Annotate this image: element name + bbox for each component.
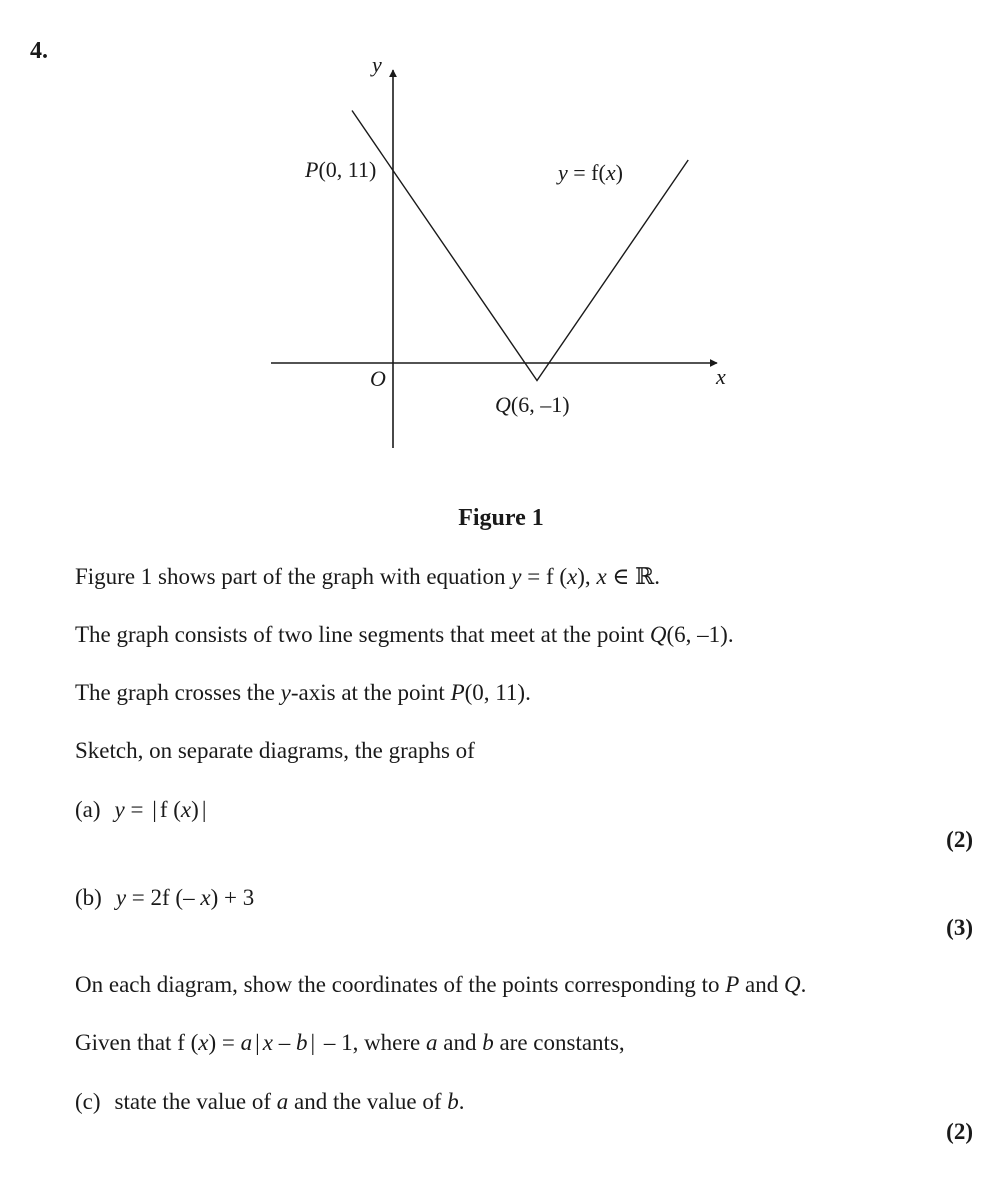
curve-line (352, 111, 688, 381)
point-p-label: P(0, 11) (305, 157, 377, 182)
part-a: (a) y = | f (x) | (75, 797, 207, 822)
curve-label: y = f(x) (558, 160, 623, 185)
part-c-marks: (2) (946, 1119, 973, 1144)
question-number: 4. (30, 38, 48, 64)
figure-graph (0, 0, 996, 500)
consists-text: The graph consists of two line segments that meet at the point Q(6, –1). (75, 622, 734, 647)
given-text: Given that f (x) = a | x – b | – 1, where a and b are constants, (75, 1030, 625, 1055)
part-c: (c) state the value of a and the value of b. (75, 1089, 465, 1114)
intro-text: Figure 1 shows part of the graph with equation y = f (x), x ∈ ℝ. (75, 564, 661, 589)
part-b-marks: (3) (946, 915, 973, 940)
x-axis-label: x (716, 364, 726, 389)
part-b: (b) y = 2f (– x) + 3 (75, 885, 255, 910)
crosses-text: The graph crosses the y-axis at the point P(0, 11). (75, 680, 531, 705)
each-diagram-text: On each diagram, show the coordinates of the points corresponding to P and Q. (75, 972, 807, 997)
figure-caption: Figure 1 (458, 505, 544, 531)
origin-label: O (370, 366, 386, 391)
sketch-text: Sketch, on separate diagrams, the graphs of (75, 738, 475, 763)
y-axis-label: y (372, 52, 382, 77)
part-a-marks: (2) (946, 827, 973, 852)
point-q-label: Q(6, –1) (495, 392, 570, 417)
